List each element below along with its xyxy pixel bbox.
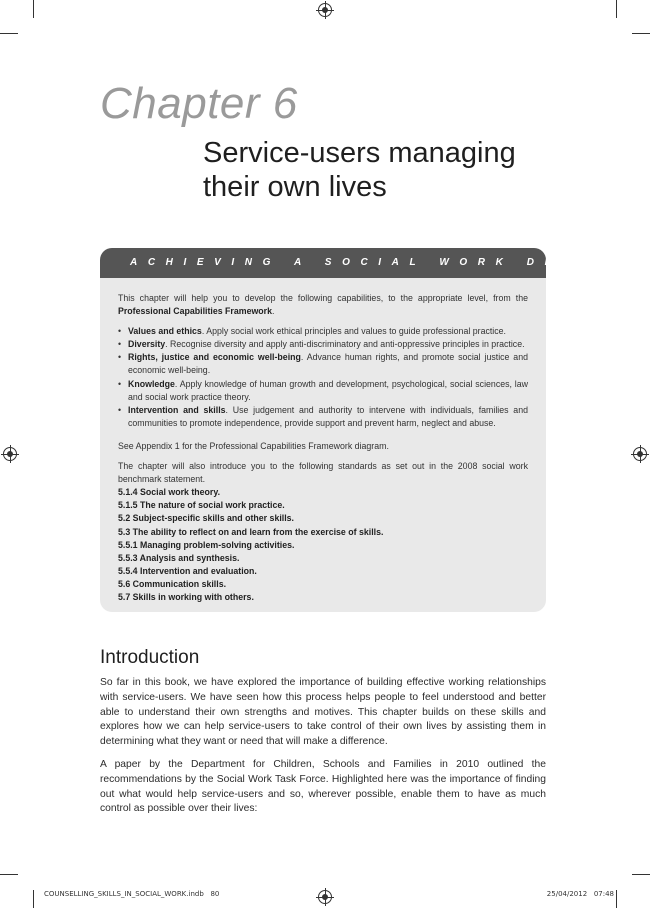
introduction-heading: Introduction: [100, 647, 200, 668]
standard-item: 5.3 The ability to reflect on and learn from the exercise of skills.: [118, 526, 384, 537]
crop-mark-top-left-v: [33, 0, 34, 18]
capability-text: . Advance human rights, and promote social justice and economic well-being.: [128, 352, 528, 376]
capability-text: . Apply knowledge of human growth and development, psychological, social sciences, law and social work practice theory.: [128, 378, 528, 402]
capability-term: Intervention and skills: [128, 404, 226, 415]
crop-mark-bottom-right-v: [616, 890, 617, 908]
chapter-title: [203, 136, 563, 204]
capability-item: [118, 378, 528, 404]
crop-mark-bottom-left-h: [0, 874, 18, 875]
registration-mark-left-icon: [3, 447, 17, 461]
standard-item: 5.1.4 Social work theory.: [118, 487, 221, 498]
registration-mark-right-icon: [633, 447, 647, 461]
capability-text: . Use judgement and authority to intervene with individuals, families and communities to promote independence, provide support and prevent harm, neglect and abuse.: [128, 404, 528, 428]
crop-mark-bottom-left-v: [33, 890, 34, 908]
standards-list: [118, 486, 528, 604]
capability-term: Knowledge: [128, 378, 175, 389]
capability-term: Rights, justice and economic well-being: [128, 352, 301, 363]
box-body: [100, 278, 546, 604]
chapter-title-line-1: Service-users managing: [203, 137, 516, 169]
footer-file-slug: COUNSELLING_SKILLS_IN_SOCIAL_WORK.indb 80: [44, 890, 220, 898]
standard-item: 5.1.5 The nature of social work practice.: [118, 500, 285, 511]
chapter-title-line-2: their own lives: [203, 171, 387, 203]
capability-item: [118, 404, 528, 430]
capability-item: [118, 338, 528, 351]
standard-item: 5.5.1 Managing problem-solving activities.: [118, 539, 295, 550]
registration-mark-top-icon: [318, 3, 332, 17]
box-intro-end: .: [272, 306, 275, 317]
standard-item: 5.2 Subject-specific skills and other skills.: [118, 513, 295, 524]
capability-item: [118, 325, 528, 338]
capabilities-list: [118, 325, 528, 430]
capability-text: . Recognise diversity and apply anti-discriminatory and anti-oppressive principles in practice.: [165, 339, 525, 350]
box-intro-text: This chapter will help you to develop the following capabilities, to the appropriate level, from the: [118, 293, 528, 303]
crop-mark-top-left-h: [0, 33, 18, 34]
capability-term: Values and ethics: [128, 326, 202, 337]
crop-mark-top-right-v: [616, 0, 617, 18]
standard-item: 5.7 Skills in working with others.: [118, 591, 254, 602]
box-intro: [118, 292, 528, 318]
footer-date-slug: 25/04/2012 07:48: [546, 890, 614, 898]
standard-item: 5.5.3 Analysis and synthesis.: [118, 552, 240, 563]
introduction-body: [100, 676, 546, 825]
introduction-paragraph-2: A paper by the Department for Children, Schools and Families in 2010 outlined the recommendations by the Social Work Task Force. Highlighted here was the importance of finding out what would help service-users and so, wherever possible, enable them to have as much control as possible over their lives:: [100, 758, 546, 815]
degree-capabilities-box: [100, 248, 633, 612]
capability-text: . Apply social work ethical principles and values to guide professional practice.: [201, 326, 506, 337]
box-intro-bold: Professional Capabilities Framework: [118, 306, 272, 317]
crop-mark-top-right-h: [632, 33, 650, 34]
registration-mark-bottom-icon: [318, 890, 332, 904]
standard-item: 5.6 Communication skills.: [118, 578, 227, 589]
standard-item: 5.5.4 Intervention and evaluation.: [118, 565, 257, 576]
standards-intro: The chapter will also introduce you to the following standards as set out in the 2008 social work benchmark statement.: [118, 461, 528, 485]
capability-term: Diversity: [128, 339, 166, 350]
crop-mark-bottom-right-h: [632, 874, 650, 875]
box-header: ACHIEVING A SOCIAL WORK DEGREE: [100, 248, 546, 278]
capability-item: [118, 351, 528, 377]
chapter-label: Chapter 6: [100, 79, 298, 128]
appendix-note: See Appendix 1 for the Professional Capabilities Framework diagram.: [118, 440, 389, 451]
introduction-paragraph-1: So far in this book, we have explored the importance of building effective working relationships with service-users. We have seen how this process helps people to feel understood and better able to understand their own strengths and motives. This chapter builds on these skills and explores how we can help service-users to take control of their own lives by assisting them in determining what they want or need that will make a difference.: [100, 677, 546, 748]
